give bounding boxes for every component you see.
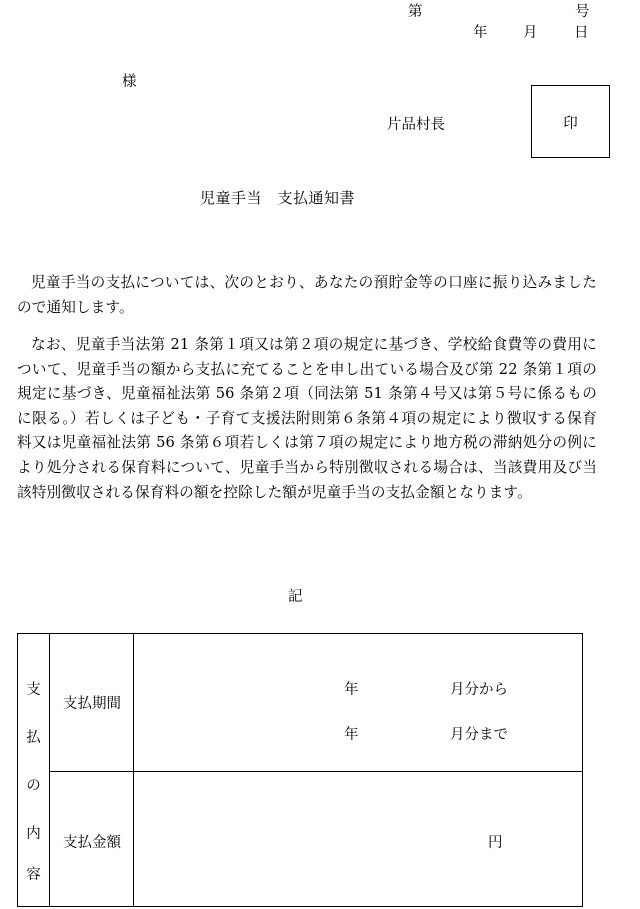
side-label-char-5: 容 xyxy=(26,867,41,883)
side-label-char-4: 内 xyxy=(26,826,41,842)
date-month-label: 月 xyxy=(523,25,538,41)
payment-contents-label xyxy=(18,634,49,906)
body-paragraph-2: なお、児童手当法第 21 条第１項又は第２項の規定に基づき、学校給食費等の費用について、児童手当の額から支払に充てることを申し出ている場合及び第 22 条第１項の規定に基づき、児童福祉法第 56 条第２項（同法第 51 条第４号又は第５号に係るものに限る。）若しくは子ども・子育て支援法附則第６条第４項の規定により徴収する保育料又は児童福祉法第 56 条第６項若しくは第７項の規定により地方税の滞納処分の例により処分される保育料について、児童手当から特別徴収される場合は、当該費用及び当該特別徴収される保育料の額を控除した額が児童手当の支払金額となります。 xyxy=(17,336,597,501)
side-label-char-1: 支 xyxy=(26,682,41,698)
ki-marker: 記 xyxy=(288,589,303,605)
date-year-label: 年 xyxy=(473,25,488,41)
amount-unit: 円 xyxy=(488,835,503,851)
document-number-suffix: 号 xyxy=(575,4,590,20)
period-from-year: 年 xyxy=(344,682,359,698)
document-number-prefix: 第 xyxy=(408,4,423,20)
date-day-label: 日 xyxy=(574,25,589,41)
period-to-month: 月分まで xyxy=(450,727,508,743)
amount-label: 支払金額 xyxy=(63,835,121,851)
period-to-year: 年 xyxy=(344,727,359,743)
period-label: 支払期間 xyxy=(63,696,121,712)
table-divider-1 xyxy=(49,634,50,906)
seal-box xyxy=(531,85,610,158)
document-title: 児童手当 支払通知書 xyxy=(200,189,356,207)
side-label-char-3: の xyxy=(26,778,41,794)
body-paragraph-1: 児童手当の支払については、次のとおり、あなたの預貯金等の口座に振り込みましたので通知します。 xyxy=(17,274,597,316)
side-label-char-2: 払 xyxy=(26,730,41,746)
seal-mark: 印 xyxy=(563,116,578,132)
addressee-suffix: 様 xyxy=(122,74,137,90)
table-row-divider xyxy=(49,771,582,772)
payment-details-table xyxy=(17,633,583,907)
issuer-name: 片品村長 xyxy=(387,117,445,133)
period-from-month: 月分から xyxy=(450,682,508,698)
table-divider-2 xyxy=(133,634,134,906)
